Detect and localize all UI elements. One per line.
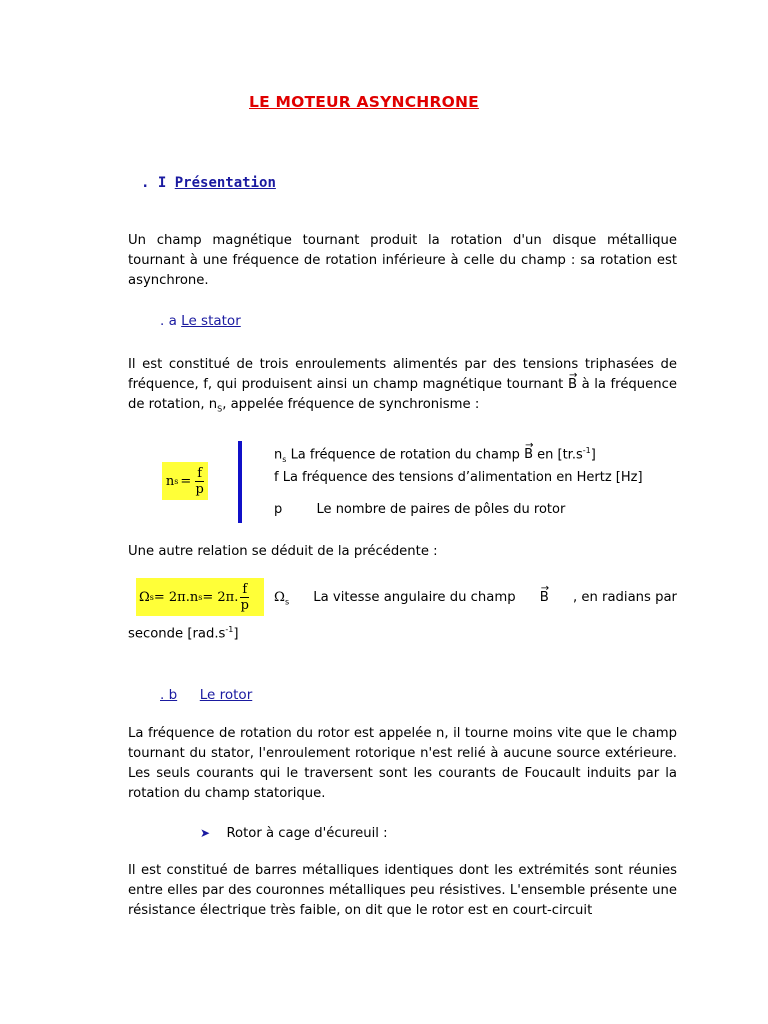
arrowhead-bullet-icon: ➤	[200, 826, 211, 840]
paragraph-relation: Une autre relation se déduit de la précédente :	[128, 544, 438, 559]
paragraph-intro: Un champ magnétique tournant produit la rotation d'un disque métallique tournant à une fréquence de rotation inférieure à celle du champ : sa rotation est asynchrone.	[128, 233, 677, 288]
section-number: . I	[141, 175, 167, 191]
fraction-f-over-p: $\frac{f}{p}$	[240, 581, 249, 613]
paragraph-stator: Il est constitué de trois enroulements alimentés par des tensions triphasées de fréquence, f, qui produisent ainsi un champ magnétique tournant → B à la fréquence de rotation, $n_S$, appelée fréquence de synchronisme :	[128, 355, 677, 420]
subsection-heading-rotor	[160, 687, 252, 703]
section-heading-presentation	[141, 175, 276, 191]
bullet-item: ➤ Rotor à cage d'écureuil :	[200, 826, 388, 841]
subsection-number: . a	[160, 313, 177, 329]
legend-line-ns: $n_s$ La fréquence de rotation du champ → B en $[tr.s^{-1}]$	[274, 442, 596, 469]
legend-angular-velocity-unit: seconde $[rad.s^{-1}]$	[128, 625, 239, 642]
vector-b-symbol: → B	[568, 375, 577, 395]
subsection-number[interactable]: . b	[160, 687, 178, 703]
page-title: LE MOTEUR ASYNCHRONE	[249, 93, 479, 111]
vertical-divider-bar	[238, 441, 242, 523]
vector-b-symbol: → B	[540, 588, 549, 613]
formula-synchronous-speed: n s = $\frac{f}{p}$	[162, 462, 208, 500]
paragraph-squirrel-cage: Il est constitué de barres métalliques identiques dont les extrémités sont réunies entre elles par des couronnes métalliques peu résistives. L'ensemble présente une résistance électrique très faible, on dit que le rotor est en court-circuit	[128, 863, 677, 918]
legend-line-p: p Le nombre de paires de pôles du rotor	[274, 502, 566, 517]
subsection-link-stator[interactable]: Le stator	[181, 313, 241, 329]
fraction-f-over-p: $\frac{f}{p}$	[195, 465, 204, 497]
legend-line-f: f La fréquence des tensions d’alimentation en Hertz [Hz]	[274, 470, 643, 485]
section-link-presentation[interactable]: Présentation	[174, 175, 276, 191]
subsection-link-rotor[interactable]: Le rotor	[199, 687, 253, 703]
legend-angular-velocity: $\Omega_s$ La vitesse angulaire du champ → B , en radians par	[274, 588, 677, 613]
vector-b-symbol: → B	[524, 446, 533, 464]
subsection-heading-stator	[160, 313, 241, 329]
paragraph-rotor: La fréquence de rotation du rotor est appelée n, il tourne moins vite que le champ tournant du stator, l'enroulement rotorique n'est relié à aucune source extérieure. Les seuls courants qui le traversent sont les courants de Foucault induits par la rotation du champ statorique.	[128, 726, 677, 801]
formula-angular-velocity: Ω s = 2π.n s = 2π. $\frac{f}{p}$	[136, 578, 264, 616]
